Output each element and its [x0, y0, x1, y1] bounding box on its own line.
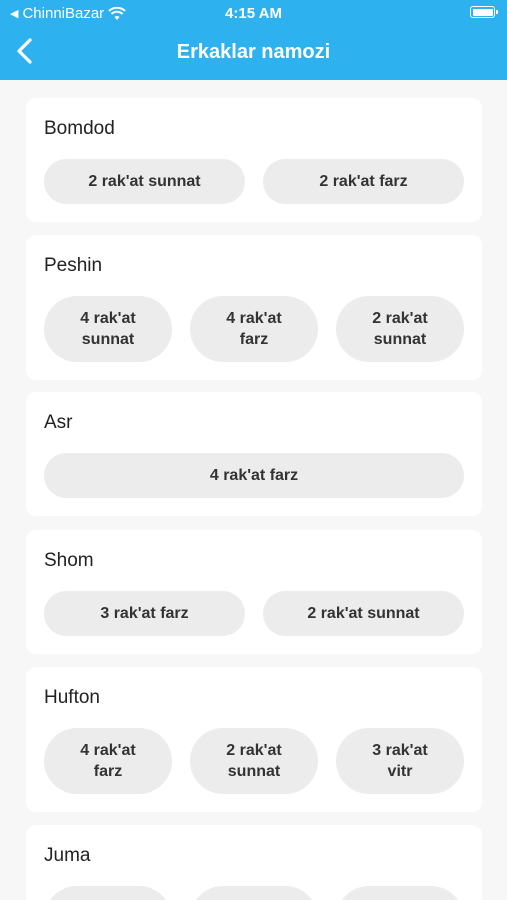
prayer-title: Juma [44, 845, 91, 866]
prayer-list [0, 80, 507, 900]
rakat-button[interactable]: 2 rak'at sunnat [263, 591, 464, 636]
prayer-card-peshin [26, 235, 482, 380]
prayer-title: Bomdod [44, 118, 115, 139]
rakat-button[interactable]: 3 rak'at farz [44, 591, 245, 636]
prayer-title: Peshin [44, 255, 103, 276]
rakat-button[interactable]: 4 rak'at farz [190, 296, 318, 362]
prayer-card-hufton [26, 667, 482, 812]
prayer-card-asr [26, 392, 482, 516]
nav-bar [0, 28, 507, 80]
prayer-title: Asr [44, 412, 73, 433]
prayer-title: Hufton [44, 687, 100, 708]
prayer-card-shom [26, 530, 482, 654]
rakat-button[interactable] [190, 886, 318, 900]
rakat-button[interactable]: 4 rak'at farz [44, 728, 172, 794]
rakat-button[interactable]: 2 rak'at sunnat [190, 728, 318, 794]
prayer-title: Shom [44, 550, 94, 571]
rakat-button[interactable]: 2 rak'at sunnat [336, 296, 464, 362]
back-to-app-icon[interactable]: ◀ [10, 8, 19, 20]
status-bar [0, 0, 507, 28]
rakat-button[interactable]: 4 rak'at sunnat [44, 296, 172, 362]
rakat-button[interactable]: 2 rak'at sunnat [44, 159, 245, 204]
carrier-label: ChinniBazar [22, 5, 105, 22]
status-time: 4:15 AM [225, 5, 282, 22]
rakat-button[interactable]: 3 rak'at vitr [336, 728, 464, 794]
rakat-button[interactable] [44, 886, 172, 900]
battery-icon [470, 6, 495, 18]
rakat-button[interactable]: 4 rak'at farz [44, 453, 464, 498]
prayer-card-bomdod [26, 98, 482, 222]
rakat-button[interactable] [336, 886, 464, 900]
prayer-card-juma [26, 825, 482, 900]
rakat-button[interactable]: 2 rak'at farz [263, 159, 464, 204]
app-header [0, 0, 507, 80]
page-title: Erkaklar namozi [176, 41, 331, 63]
